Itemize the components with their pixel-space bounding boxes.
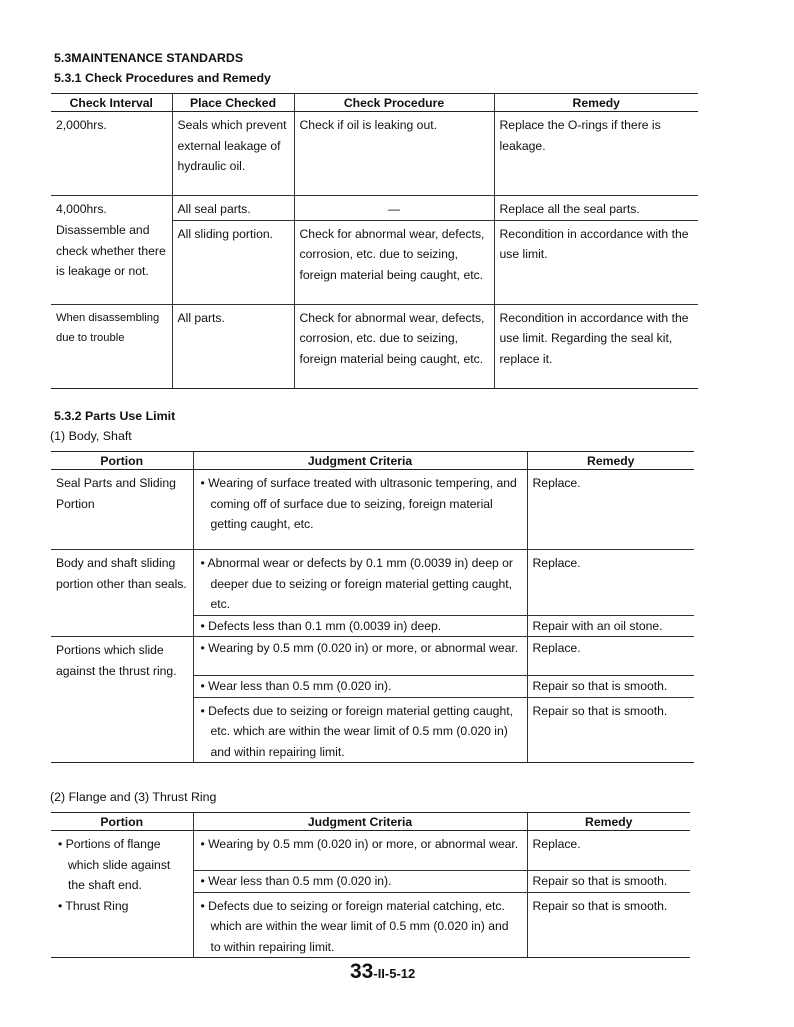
cell-place: All seal parts. (172, 196, 294, 221)
cell-remedy: Repair so that is smooth. (527, 676, 694, 698)
cell-remedy: Replace. (527, 550, 694, 616)
cell-remedy: Recondition in accordance with the use limit. (494, 220, 698, 304)
table-row (51, 112, 698, 196)
header-place-checked: Place Checked (172, 94, 294, 112)
cell-procedure: Check for abnormal wear, defects, corrosion, etc. due to seizing, foreign material being caught, etc. (294, 304, 494, 388)
portion-thrust-ring: • Thrust Ring (58, 898, 129, 913)
table-header-row (51, 813, 690, 831)
cell-remedy: Replace. (527, 637, 694, 676)
cell-remedy: Replace all the seal parts. (494, 196, 698, 221)
cell-remedy: Repair with an oil stone. (527, 615, 694, 637)
cell-remedy: Repair so that is smooth. (527, 697, 694, 763)
flange-thrust-ring-table (51, 812, 690, 958)
cell-criteria: • Wearing by 0.5 mm (0.020 in) or more, or abnormal wear. (193, 831, 527, 871)
cell-criteria: • Wear less than 0.5 mm (0.020 in). (193, 871, 527, 893)
cell-interval: 4,000hrs. (51, 196, 172, 221)
header-check-interval: Check Interval (51, 94, 172, 112)
cell-portion: Body and shaft sliding portion other than seals. (51, 550, 193, 637)
table-row (51, 304, 698, 388)
table-row (51, 470, 694, 550)
header-portion: Portion (51, 813, 193, 831)
cell-criteria: • Wearing of surface treated with ultrasonic tempering, and coming off of surface due to seizing, foreign material getting caught, etc. (193, 470, 527, 550)
cell-remedy: Replace the O-rings if there is leakage. (494, 112, 698, 196)
table-row (51, 831, 690, 871)
table-row (51, 637, 694, 676)
cell-interval: Disassemble and check whether there is leakage or not. (56, 223, 166, 278)
cell-criteria: • Defects due to seizing or foreign material catching, etc. which are within the wear limit of 0.5 mm (0.020 in) and to within repairing limit. (193, 892, 527, 958)
page-number (350, 960, 415, 984)
header-check-procedure: Check Procedure (294, 94, 494, 112)
cell-criteria: • Wear less than 0.5 mm (0.020 in). (193, 676, 527, 698)
table-header-row (51, 452, 694, 470)
parts-subtitle: (1) Body, Shaft (50, 429, 132, 443)
parts-use-limit-table (51, 451, 694, 763)
cell-criteria: • Defects less than 0.1 mm (0.0039 in) deep. (193, 615, 527, 637)
header-remedy: Remedy (527, 452, 694, 470)
cell-remedy: Recondition in accordance with the use limit. Regarding the seal kit, replace it. (494, 304, 698, 388)
cell-remedy: Replace. (527, 470, 694, 550)
check-section-title: 5.3.1 Check Procedures and Remedy (54, 71, 271, 85)
cell-interval: When disassembling due to trouble (51, 304, 172, 388)
cell-remedy: Repair so that is smooth. (527, 871, 690, 893)
table-header-row (51, 94, 698, 112)
cell-portion: Seal Parts and Sliding Portion (56, 476, 176, 511)
header-remedy: Remedy (527, 813, 690, 831)
cell-interval: 2,000hrs. (56, 118, 107, 132)
page-number-main: 33 (350, 960, 374, 983)
cell-procedure: Check for abnormal wear, defects, corrosion, etc. due to seizing, foreign material being caught, etc. (294, 220, 494, 304)
cell-procedure: Check if oil is leaking out. (294, 112, 494, 196)
header-judgment-criteria: Judgment Criteria (193, 452, 527, 470)
page-number-suffix: -II-5-12 (373, 966, 416, 981)
cell-remedy: Replace. (527, 831, 690, 871)
cell-remedy: Repair so that is smooth. (527, 892, 690, 958)
parts-section-title: 5.3.2 Parts Use Limit (54, 409, 176, 423)
cell-procedure: — (294, 196, 494, 221)
cell-portion: Portions which slide against the thrust ring. (51, 637, 193, 763)
table-row (51, 196, 698, 221)
cell-criteria: • Wearing by 0.5 mm (0.020 in) or more, or abnormal wear. (193, 637, 527, 676)
header-judgment-criteria: Judgment Criteria (193, 813, 527, 831)
cell-criteria: • Abnormal wear or defects by 0.1 mm (0.0039 in) deep or deeper due to seizing or foreign material getting caught, etc. (193, 550, 527, 616)
header-portion: Portion (51, 452, 193, 470)
cell-portion (51, 831, 193, 958)
cell-criteria: • Defects due to seizing or foreign material getting caught, etc. which are within the wear limit of 0.5 mm (0.020 in) and within repairing limit. (193, 697, 527, 763)
section-title: 5.3MAINTENANCE STANDARDS (54, 51, 244, 65)
table-row (51, 550, 694, 616)
portion-flange: • Portions of flange which slide against the shaft end. (58, 837, 171, 892)
cell-place: All parts. (172, 304, 294, 388)
check-procedures-table (51, 93, 698, 389)
table-row (51, 220, 698, 304)
cell-place: Seals which prevent external leakage of hydraulic oil. (172, 112, 294, 196)
cell-place: All sliding portion. (172, 220, 294, 304)
flange-subtitle: (2) Flange and (3) Thrust Ring (50, 790, 217, 804)
header-remedy: Remedy (494, 94, 698, 112)
